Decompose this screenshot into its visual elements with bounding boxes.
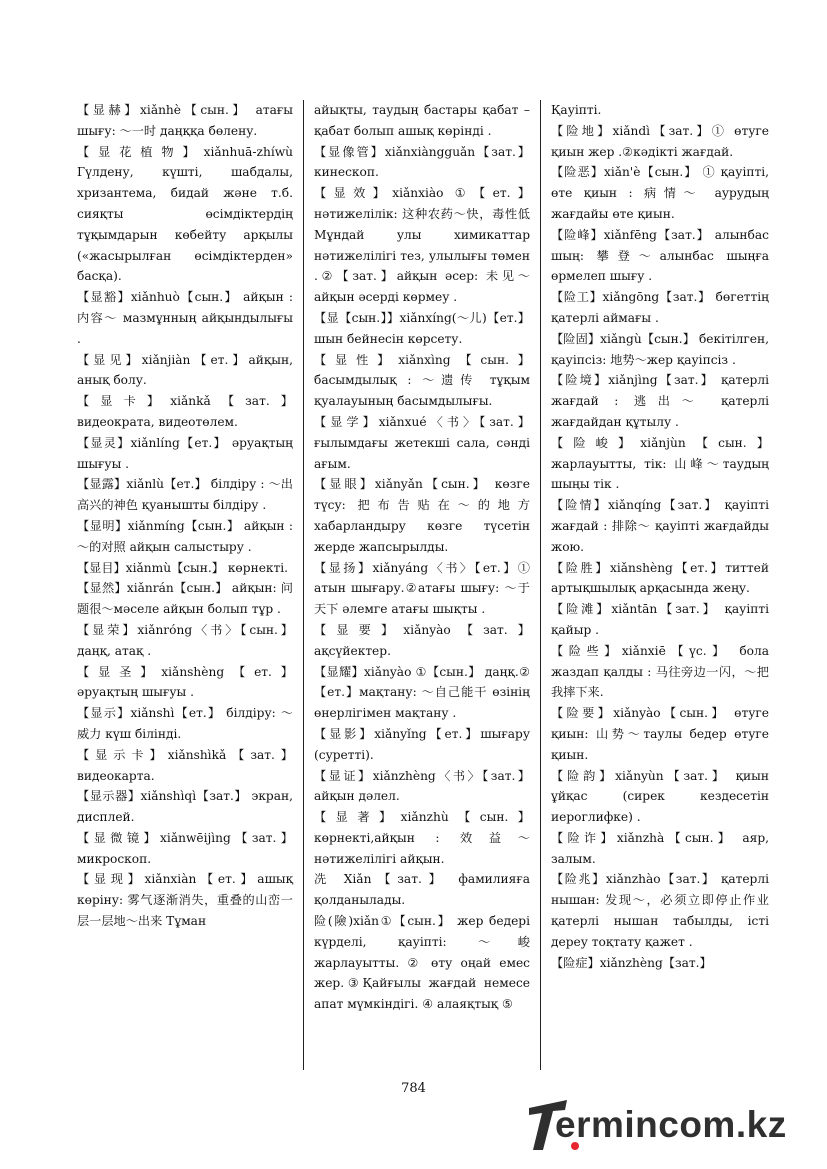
page-number: 784: [401, 1081, 426, 1096]
dictionary-column-3: [551, 100, 769, 973]
dictionary-entry: 【显赫】xiǎnhè【сын.】 атағы шығу: ～一时 даңққа бөлену.: [77, 103, 293, 138]
dictionary-entry: 【显眼】xiǎnyǎn【сын.】 көзге түсу: 把布告贴在～的地方 хабарландыру көзге түсетін жерде жапсырылды.: [314, 477, 530, 554]
dictionary-entry: 【险韵】xiǎnyùn【зат.】 қиын ұйқас (сирек кездесетін иероглифке) .: [551, 768, 769, 825]
dictionary-entry: 【险要】xiǎnyào【сын.】 өтуге қиын: 山势～таулы бедер өтуге қиын.: [551, 706, 769, 762]
dictionary-entry: 【险地】xiǎndì【зат.】① өтуге қиын жер .②кәдікті жағдай.: [551, 123, 769, 159]
dictionary-entry: 【显示】xiǎnshì【ет.】 білдіру: ～威力 күш білінді.: [77, 706, 293, 741]
dictionary-entry: 【险症】xiǎnzhèng【зат.】: [551, 955, 712, 970]
dictionary-entry: 【显像管】xiǎnxiàngguǎn【зат.】кинескоп.: [314, 144, 530, 180]
dictionary-entry: 【显性】xiǎnxìng【сын.】 басымдылық : ～遗传 тұқым қуалауының басымдылығы.: [314, 352, 530, 409]
dictionary-entry: 险(險)xiǎn①【сын.】 жер бедері күрделі, қауіпті: ～峻 жарлауытты. ② өту оңай емес жер.③Қайғылы жағдай немесе апат мүмкіндігі. ④ алаяқтық ⑤: [314, 914, 530, 1012]
dictionary-column-2: [314, 100, 530, 1015]
column-divider: [303, 100, 304, 1070]
dictionary-entry: 【显目】xiǎnmù【сын.】 көрнекті.: [77, 560, 289, 575]
dictionary-entry: 【显证】xiǎnzhèng〈书〉【зат.】 айқын дәлел.: [314, 768, 530, 804]
dictionary-entry: 【显著】xiǎnzhù【сын.】 көрнекті,айқын : 效益～ нәтижелілігі айқын.: [314, 810, 530, 866]
dictionary-entry: 【显圣】xiǎnshèng【ет.】 әруақтың шығуы .: [77, 664, 293, 700]
dictionary-entry: 【显【сын.】】xiǎnxíng(～儿)【ет.】шын бейнесін көрсету.: [314, 310, 530, 346]
dictionary-entry: 【险峻】xiǎnjùn【сын.】 жарлауытты, тік: 山峰～таудың шыңы тік .: [551, 435, 769, 492]
dictionary-entry: 【险些】xiǎnxiē【үс.】 бола жаздап қалды : 马往旁边一闪，～把我摔下来.: [551, 643, 769, 700]
dictionary-entry: 【险恶】xiǎn'è【сын.】 ① қауіпті, өте қиын : 病情～ аурудың жағдайы өте қиын.: [551, 165, 769, 221]
column-divider: [540, 100, 541, 1070]
dictionary-entry: 【显露】xiǎnlù【ет.】 білдіру : ～出高兴的神色 қуанышты білдіру .: [77, 477, 293, 513]
dictionary-entry: 【显灵】xiǎnlíng【ет.】 әруақтың шығуы .: [77, 435, 293, 471]
dictionary-entry: 【显示器】xiǎnshìqì【зат.】 экран, дисплей.: [77, 789, 293, 825]
dictionary-entry: 【显然】xiǎnrán【сын.】 айқын: 问题很～мәселе айқын болып тұр .: [77, 581, 293, 617]
dictionary-entry: 【显微镜】xiǎnwēijìng【зат.】 микроскоп.: [77, 830, 293, 866]
dictionary-entry: 【显豁】xiǎnhuò【сын.】 айқын : 内容～ мазмұнның айқындылығы .: [77, 290, 293, 346]
dictionary-entry: 【显扬】xiǎnyáng〈书〉【ет.】① атын шығару.②атағы шығу: ～于天下 әлемге атағы шықты .: [314, 560, 530, 617]
logo-text: ermincom.kz: [555, 1104, 787, 1145]
dictionary-entry: 【险固】xiǎngù【сын.】 бекітілген, қауіпсіз: 地势～жер қауіпсіз .: [551, 331, 769, 367]
dictionary-column-1: [77, 100, 293, 932]
dictionary-entry: айықты, таудың бастары қабат – қабат болып ашық көрінді .: [314, 103, 530, 138]
dictionary-entry: 【险滩】xiǎntān【зат.】 қауіпті қайыр .: [551, 602, 769, 637]
dictionary-entry: 【显花植物】xiǎnhuā-zhíwù Гүлдену, күшті, шабдалы, хризантема, бидай және т.б. сияқты өсімдіктердің тұқымдарын көбейту арқылы («жасырылған өсімдіктерден» басқа).: [77, 144, 293, 284]
dictionary-entry: 【险诈】xiǎnzhà【сын.】 аяр, залым.: [551, 830, 769, 866]
dictionary-entry: 冼 Xiǎn【зат.】 фамилияға қолданылады.: [314, 872, 530, 908]
dictionary-entry: 【险胜】xiǎnshèng【ет.】титтей артықшылық арқасында жеңу.: [551, 560, 769, 596]
dictionary-entry: 【显明】xiǎnmíng【сын.】 айқын : ～的对照 айқын салыстыру .: [77, 518, 293, 554]
dictionary-entry: 【显见】xiǎnjiàn【ет.】айқын, анық болу.: [77, 352, 293, 388]
dictionary-entry: 【显示卡】xiǎnshìkǎ【зат.】 видеокарта.: [77, 747, 293, 783]
dictionary-entry: 【险情】xiǎnqíng【зат.】 қауіпті жағдай : 排除～ қауіпті жағдайды жою.: [551, 498, 769, 554]
dictionary-entry: 【显现】xiǎnxiàn【ет.】ашық көріну: 雾气逐渐消失，重叠的山峦一层一层地～出来 Тұман: [77, 872, 293, 929]
dictionary-entry: 【险兆】xiǎnzhào【зат.】 қатерлі нышан: 发现～，必须立即停止作业 қатерлі нышан табылды, істі дереу тоқтату қажет .: [551, 872, 769, 949]
dictionary-entry: Қауіпті.: [551, 103, 602, 117]
dictionary-entry: 【显要】xiǎnyào【зат.】 ақсүйектер.: [314, 622, 530, 658]
termincom-logo: [527, 1098, 815, 1156]
dictionary-entry: 【显荣】xiǎnróng〈书〉【сын.】 даңқ, атақ .: [77, 622, 293, 658]
dictionary-entry: 【显影】xiǎnyǐng【ет.】шығару (суретті).: [314, 726, 530, 762]
dictionary-entry: 【显效】xiǎnxiào ①【ет.】 нәтижелілік: 这种农药～快，毒性低 Мұндай улы химикаттар нәтижелілігі тез, улылығы төмен .②【зат.】айқын әсер: 未见～айқын әсерді көрмеу .: [314, 186, 530, 305]
dictionary-entry: 【显耀】xiǎnyào ①【сын.】 даңқ.②【ет.】мақтану: ～自己能干 өзінің өнерлігімен мақтану .: [314, 664, 530, 721]
dictionary-entry: 【险峰】xiǎnfēng【зат.】 алынбас шың: 攀登～алынбас шыңға өрмелеп шығу .: [551, 227, 769, 284]
dictionary-entry: 【险境】xiǎnjìng【зат.】 қатерлі жағдай : 逃出～ қатерлі жағдайдан құтылу .: [551, 373, 769, 429]
dictionary-entry: 【险工】xiǎngōng【зат.】 бөгеттің қатерлі аймағы .: [551, 290, 769, 325]
dictionary-entry: 【显卡】xiǎnkǎ【зат.】 видеократа, видеотөлем.: [77, 394, 293, 429]
dictionary-entry: 【显学】xiǎnxué〈书〉【зат.】 ғылымдағы жетекші сала, сәнді ағым.: [314, 414, 530, 471]
